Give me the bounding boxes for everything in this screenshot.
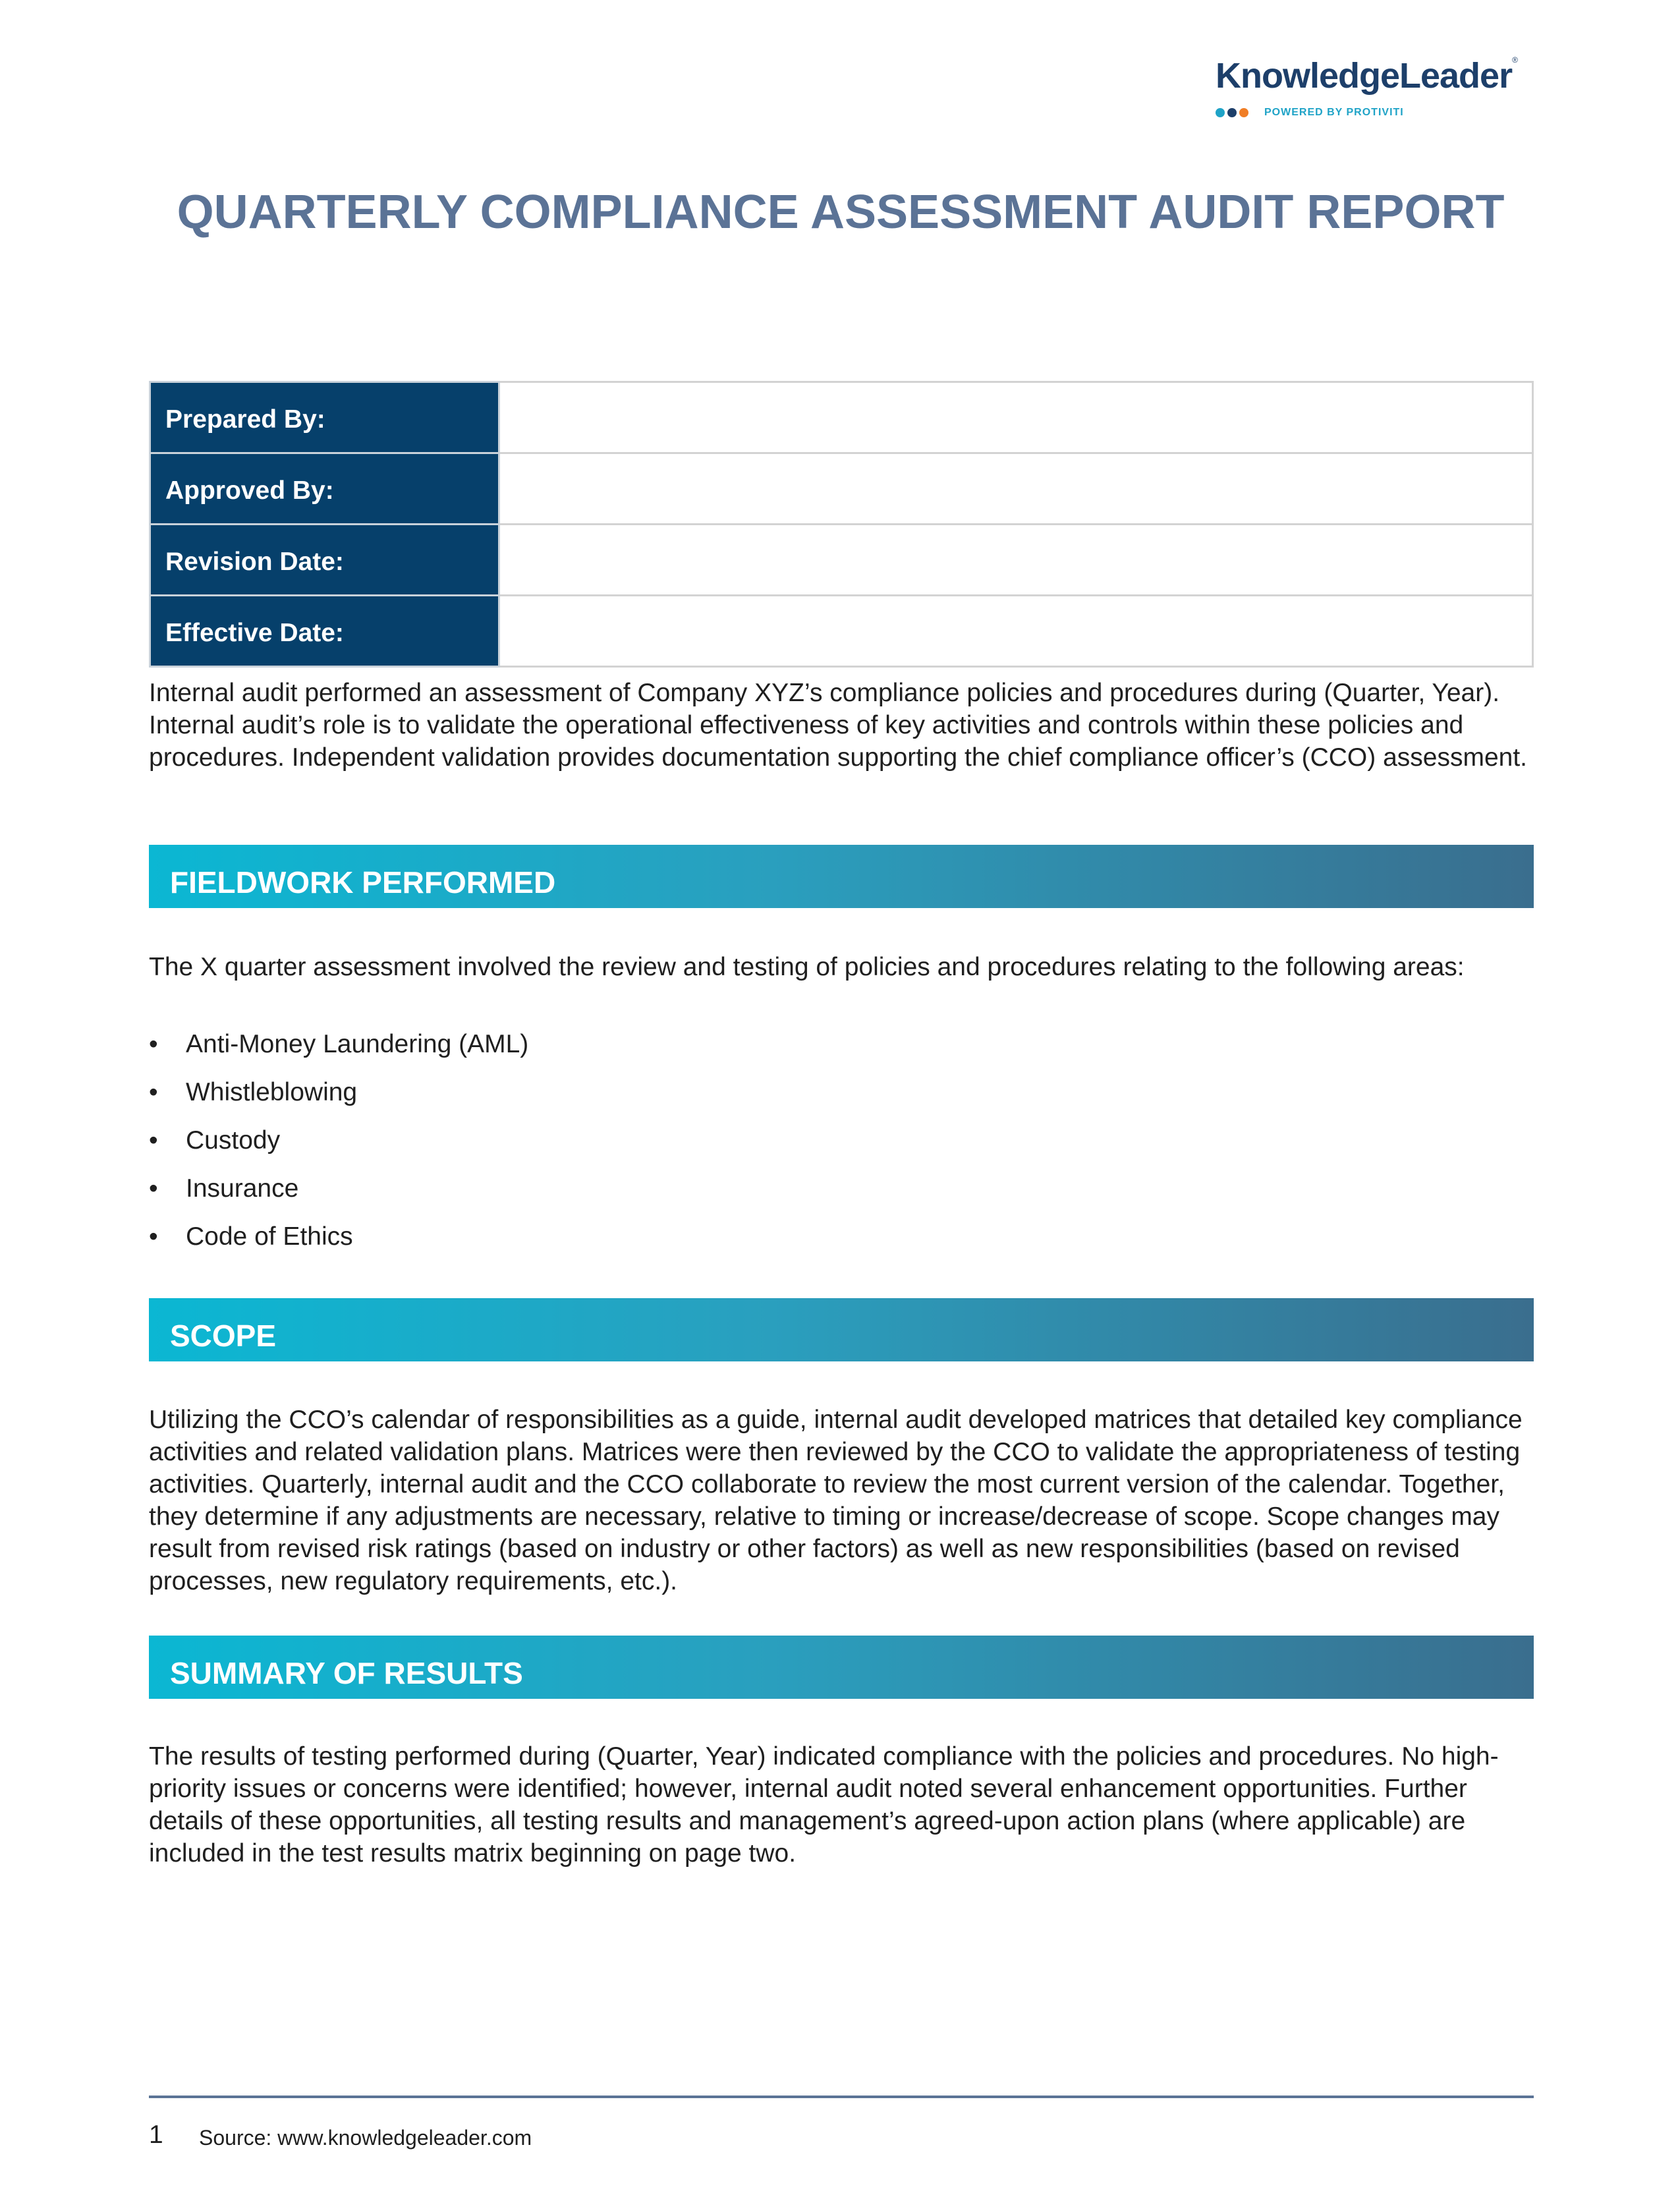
list-item: • Anti-Money Laundering (AML) [149,1028,528,1076]
list-item: • Insurance [149,1172,528,1220]
section-header-summary [149,1636,1534,1699]
document-meta-table [149,381,1534,668]
logo-subline [1216,107,1532,119]
meta-value-effective-date[interactable] [499,596,1533,667]
list-item: • Code of Ethics [149,1220,528,1269]
meta-row-prepared-by [150,382,1533,453]
section-header-fieldwork [149,845,1534,908]
page-number: 1 [149,2121,163,2149]
logo-dot-icon [1227,108,1237,117]
document-title: QUARTERLY COMPLIANCE ASSESSMENT AUDIT REPORT [177,186,1505,239]
logo-tagline: POWERED BY PROTIVITI [1264,107,1404,118]
meta-row-revision-date [150,525,1533,596]
meta-value-approved-by[interactable] [499,453,1533,525]
logo-dot-icon [1239,108,1248,117]
fieldwork-paragraph: The X quarter assessment involved the review and testing of policies and procedures relating to the following areas: [149,953,1465,981]
list-item: • Custody [149,1124,528,1172]
meta-label: Effective Date: [150,596,499,667]
source-line: Source: www.knowledgeleader.com [199,2126,532,2150]
meta-row-approved-by [150,453,1533,525]
meta-row-effective-date [150,596,1533,667]
meta-label: Prepared By: [150,382,499,453]
section-header-scope [149,1298,1534,1361]
meta-value-revision-date[interactable] [499,525,1533,596]
logo-wordmark: KnowledgeLeader® [1216,55,1517,96]
meta-label: Revision Date: [150,525,499,596]
intro-paragraph: Internal audit performed an assessment of Company XYZ’s compliance policies and procedures during (Quarter, Year). Internal audit’s role is to validate the operational effectiveness of key activities and controls within these policies and procedures. Independent validation provides documentation supporting the chief compliance officer’s (CCO) assessment. [149,679,1528,772]
fieldwork-areas-list [149,1028,528,1269]
logo-dot-icon [1216,108,1225,117]
knowledgeleader-logo [1216,55,1532,119]
summary-paragraph: The results of testing performed during (Quarter, Year) indicated compliance with the policies and procedures. No high-priority issues or concerns were identified; however, internal audit noted several enhancement opportunities. Further details of these opportunities, all testing results and management’s agreed-upon action plans (where applicable) are included in the test results matrix beginning on page two. [149,1742,1499,1868]
section-heading: FIELDWORK PERFORMED [170,865,556,899]
footer-divider [149,2096,1534,2098]
scope-paragraph: Utilizing the CCO’s calendar of responsibilities as a guide, internal audit developed matrices that detailed key compliance activities and related validation plans. Matrices were then reviewed by the CCO to validate the appropriateness of testing activities. Quarterly, internal audit and the CCO collaborate to review the most current version of the calendar. Together, they determine if any adjustments are necessary, relative to timing or increase/decrease of scope. Scope changes may result from revised risk ratings (based on industry or other factors) as well as new responsibilities (based on revised processes, new regulatory requirements, etc.). [149,1406,1523,1595]
meta-label: Approved By: [150,453,499,525]
section-heading: SUMMARY OF RESULTS [170,1656,523,1690]
section-heading: SCOPE [170,1319,277,1353]
meta-value-prepared-by[interactable] [499,382,1533,453]
list-item: • Whistleblowing [149,1076,528,1124]
